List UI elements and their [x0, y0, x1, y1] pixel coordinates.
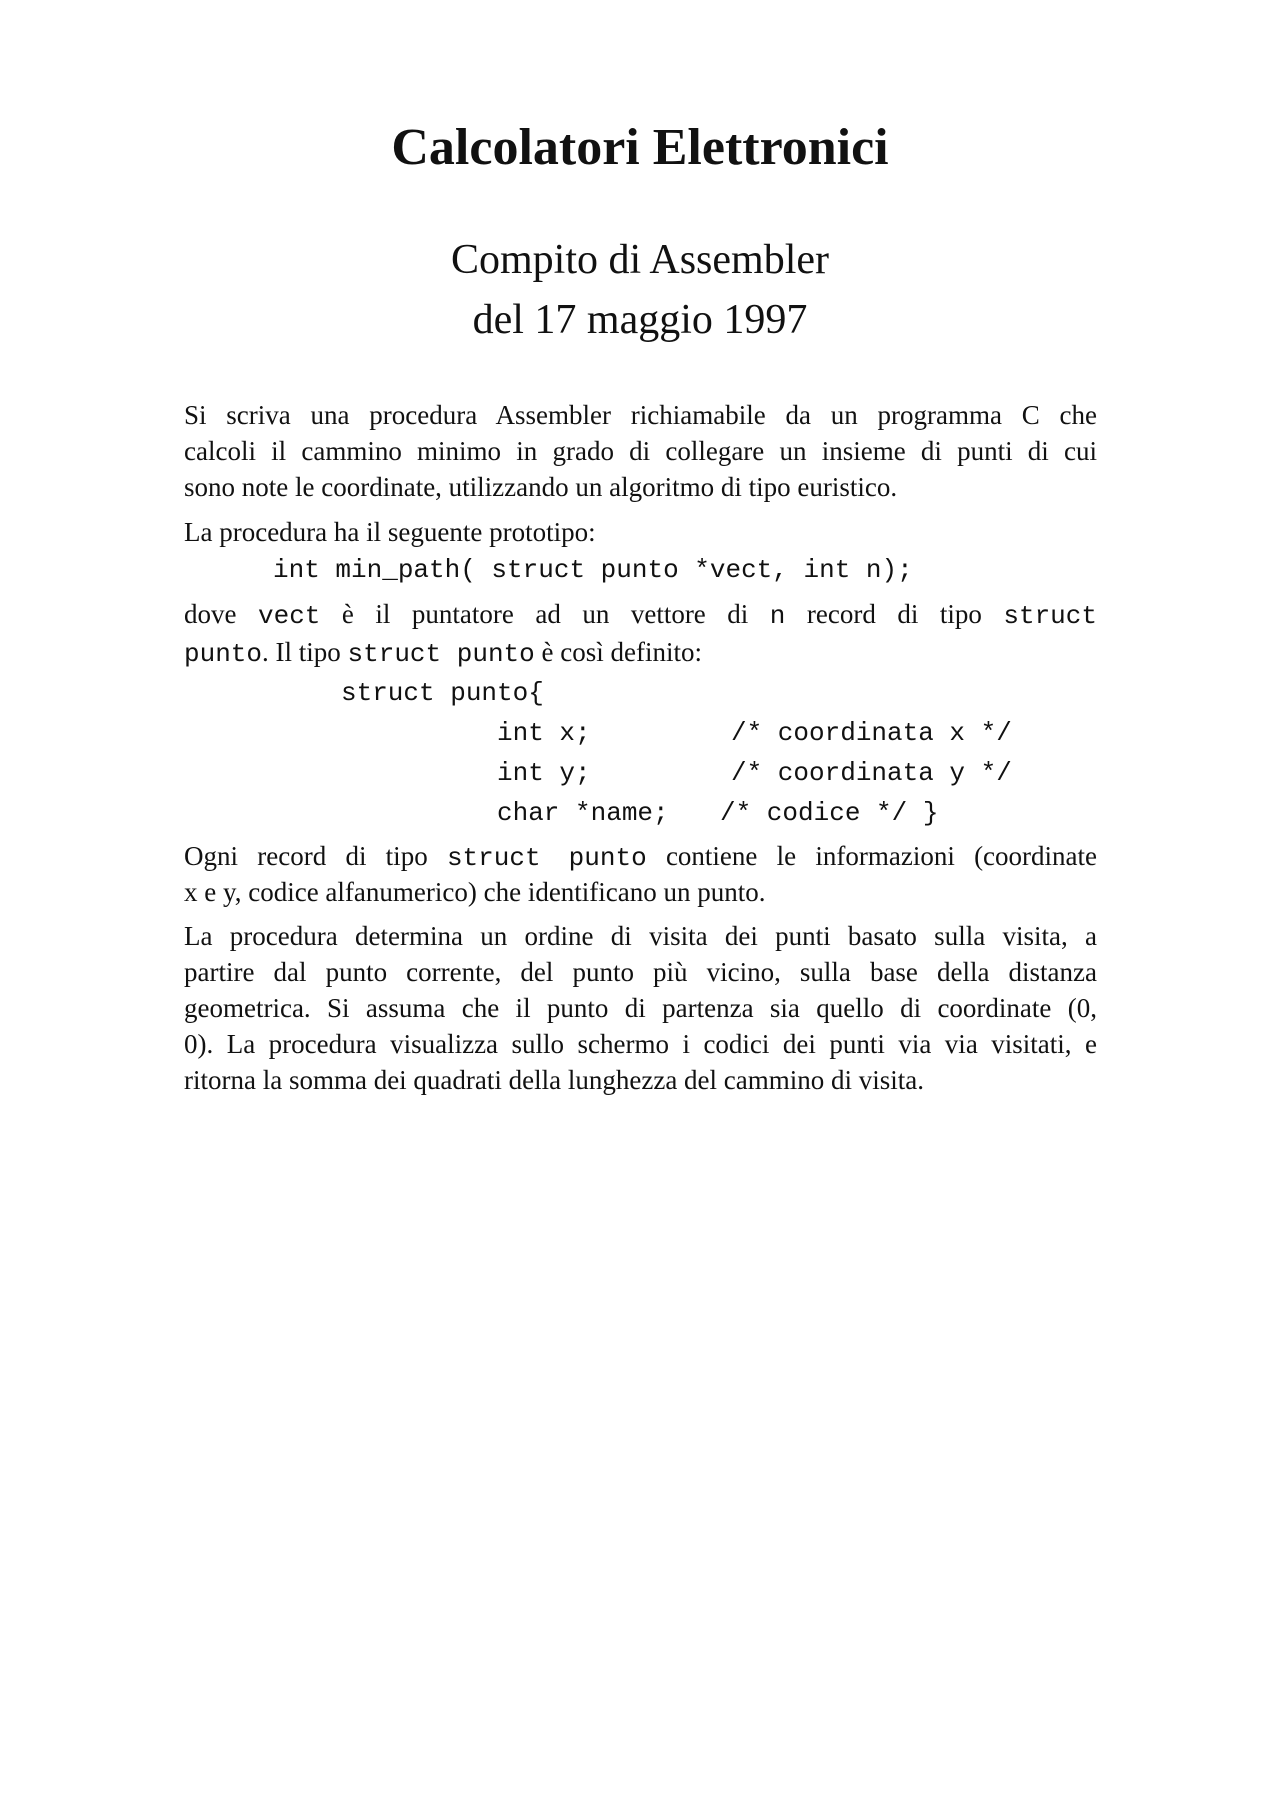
explanation-line-2 — [184, 634, 1097, 672]
punto-code: punto — [184, 639, 263, 669]
algorithm-line-5: ritorna la somma dei quadrati della lunghezza del cammino di visita. — [184, 1065, 925, 1095]
struct-punto-code: struct punto — [446, 843, 647, 873]
explanation-line-1 — [184, 596, 1097, 634]
n-code: n — [769, 601, 786, 631]
struct-code: struct — [1003, 601, 1097, 631]
algorithm-line-2: partire dal punto corrente, del punto più vicino, sulla base della distanza — [184, 957, 1097, 987]
struct-comment-name: /* codice */ } — [720, 798, 939, 828]
subtitle-line-2: del 17 maggio 1997 — [472, 297, 808, 343]
record-info-text: Ogni record di tipo — [184, 841, 428, 871]
prototype-code: int min_path( struct punto *vect, int n); — [273, 555, 913, 585]
algorithm-line-4: 0). La procedura visualizza sullo schermo i codici dei punti via via visitati, e — [184, 1029, 1097, 1059]
explanation-text: . Il tipo — [262, 637, 341, 667]
page-title: Calcolatori Elettronici — [391, 119, 889, 176]
algorithm-line-1: La procedura determina un ordine di visita dei punti basato sulla visita, a — [184, 921, 1097, 951]
struct-field-y: int y; — [497, 758, 591, 788]
explanation-text: record di tipo — [806, 599, 982, 629]
intro-line-2: calcoli il cammino minimo in grado di collegare un insieme di punti di cui — [184, 436, 1097, 466]
struct-comment-y: /* coordinata y */ — [731, 758, 1012, 788]
explanation-text: è il puntatore ad un vettore di — [341, 599, 749, 629]
struct-field-x: int x; — [497, 718, 591, 748]
record-info-line-1 — [184, 838, 1097, 876]
intro-line-3: sono note le coordinate, utilizzando un algoritmo di tipo euristico. — [184, 472, 898, 502]
struct-comment-x: /* coordinata x */ — [731, 718, 1012, 748]
struct-punto-code: struct punto — [347, 639, 535, 669]
vect-code: vect — [257, 601, 321, 631]
struct-field-name: char *name; — [497, 798, 669, 828]
record-info-text: contiene le informazioni (coordinate — [665, 841, 1098, 871]
prototype-lead: La procedura ha il seguente prototipo: — [184, 517, 596, 547]
explanation-text: dove — [184, 599, 237, 629]
intro-line-1: Si scriva una procedura Assembler richiamabile da un programma C che — [184, 400, 1097, 430]
algorithm-line-3: geometrica. Si assuma che il punto di partenza sia quello di coordinate (0, — [184, 993, 1097, 1023]
struct-def-open: struct punto{ — [341, 678, 544, 708]
explanation-text: è così definito: — [541, 637, 702, 667]
record-info-line-2: x e y, codice alfanumerico) che identificano un punto. — [184, 877, 766, 907]
subtitle-line-1: Compito di Assembler — [451, 237, 829, 283]
